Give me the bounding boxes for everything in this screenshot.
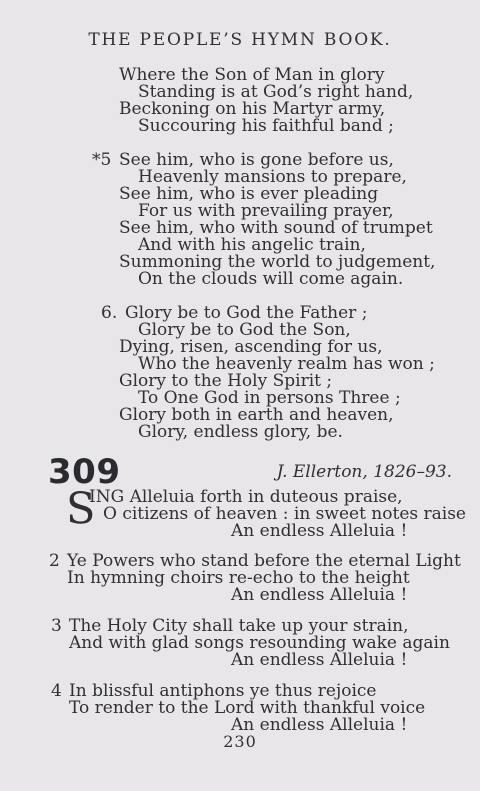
verse-line: Glory both in earth and heaven, <box>119 405 394 425</box>
hymn-number: 309 <box>48 452 121 492</box>
verse-line: An endless Alleluia ! <box>231 715 408 735</box>
stanza-number: 2 <box>49 551 60 571</box>
verse-line: Glory to the Holy Spirit ; <box>119 371 333 391</box>
verse-line: On the clouds will come again. <box>138 269 404 289</box>
verse-line: Standing is at God’s right hand, <box>138 82 414 102</box>
verse-line: Succouring his faithful band ; <box>138 116 394 136</box>
verse-line: Glory, endless glory, be. <box>138 422 343 442</box>
hymn-author: J. Ellerton, 1826–93. <box>276 462 452 482</box>
verse-line: See him, who is gone before us, <box>119 150 394 170</box>
verse-line: And with glad songs resounding wake again <box>69 633 450 653</box>
running-head: THE PEOPLE’S HYMN BOOK. <box>88 30 392 50</box>
verse-line: An endless Alleluia ! <box>231 585 408 605</box>
verse-line: For us with prevailing prayer, <box>138 201 394 221</box>
stanza-number: *5 <box>92 150 112 170</box>
verse-line: Heavenly mansions to prepare, <box>138 167 407 187</box>
stanza-number: 3 <box>51 616 62 636</box>
verse-line: To One God in persons Three ; <box>138 388 401 408</box>
verse-line: In blissful antiphons ye thus rejoice <box>69 681 377 701</box>
verse-line: Glory be to God the Son, <box>138 320 351 340</box>
verse-line: Summoning the world to judgement, <box>119 252 436 272</box>
verse-line: Beckoning on his Martyr army, <box>119 99 386 119</box>
verse-line: Who the heavenly realm has won ; <box>138 354 435 374</box>
verse-line: Dying, risen, ascending for us, <box>119 337 383 357</box>
verse-line: In hymning choirs re-echo to the height <box>67 568 410 588</box>
verse-line: An endless Alleluia ! <box>231 650 408 670</box>
verse-line: O citizens of heaven : in sweet notes raise <box>103 504 466 524</box>
verse-line: See him, who with sound of trumpet <box>119 218 433 238</box>
drop-cap: S <box>66 484 96 534</box>
verse-line: See him, who is ever pleading <box>119 184 379 204</box>
verse-line: Where the Son of Man in glory <box>119 65 385 85</box>
verse-line: ING Alleluia forth in duteous praise, <box>89 487 403 507</box>
verse-line: To render to the Lord with thankful voice <box>69 698 426 718</box>
stanza-number: 4 <box>51 681 62 701</box>
verse-line: And with his angelic train, <box>138 235 366 255</box>
verse-line: The Holy City shall take up your strain, <box>69 616 409 636</box>
verse-line: Glory be to God the Father ; <box>125 303 368 323</box>
page-number: 230 <box>223 732 257 751</box>
stanza-number: 6. <box>101 303 118 323</box>
verse-line: Ye Powers who stand before the eternal Light <box>67 551 461 571</box>
verse-line: An endless Alleluia ! <box>231 521 408 541</box>
